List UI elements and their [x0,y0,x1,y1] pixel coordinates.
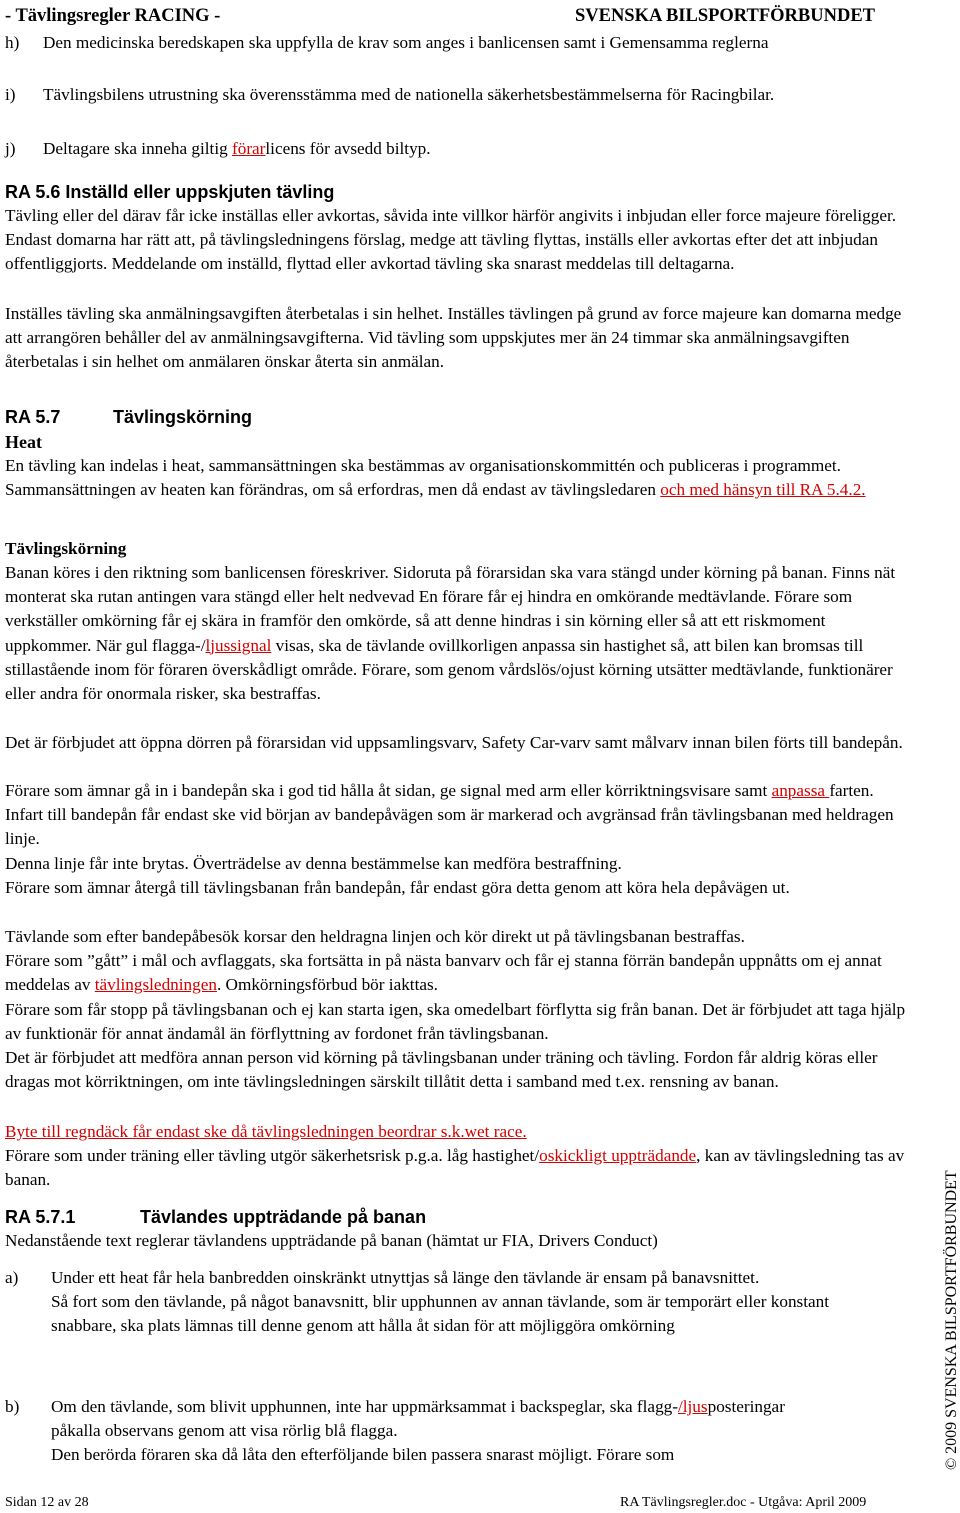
section-heading-ra571: RA 5.7.1 Tävlandes uppträdande på banan [5,1207,427,1227]
header-left: - Tävlingsregler RACING - [5,6,221,26]
revision-link[interactable]: förar [232,139,266,158]
copyright-sidebar: © 2009 SVENSKA BILSPORTFÖRBUNDET [943,1170,960,1470]
revision-link[interactable]: ljussignal [205,635,272,655]
tk-paragraph-5: Förare som ämnar återgå till tävlingsbanan från bandepån, får endast göra detta genom att köra hela depåvägen ut. [5,878,790,897]
tk-heading: Tävlingskörning [5,539,127,558]
tk-paragraph-7: Förare som ”gått” i mål och avflaggats, ska fortsätta in på nästa banvarv och får ej stanna förrän bandepån uppnåtts om ej annat meddelas av tävlingsledningen. Omkörningsförbud bör iakttas. [5,951,882,995]
tk-paragraph-8: Förare som får stopp på tävlingsbanan och ej kan starta igen, ska omedelbart förflytta sig från banan. Det är förbjudet att taga hjälp av funktionär för annat ändamål än förflyttning av fordonet från tävlingsbanan. [5,1000,906,1044]
section-heading-ra56: RA 5.6 Inställd eller uppskjuten tävling [5,182,335,202]
header-right: SVENSKA BILSPORTFÖRBUNDET [574,6,875,26]
footer-page-number: Sidan 12 av 28 [5,1495,89,1510]
tk-paragraph-2: Det är förbjudet att öppna dörren på förarsidan vid uppsamlingsvarv, Safety Car-varv samt målvarv innan bilen förts till bandepån. [5,733,903,752]
revision-link[interactable]: /ljus [677,1397,708,1416]
heat-heading: Heat [5,432,42,452]
ra571-intro: Nedanstående text reglerar tävlandens uppträdande på banan (hämtat ur FIA, Drivers Conduct) [5,1231,658,1250]
ra56-paragraph-2: Inställes tävling ska anmälningsavgiften återbetalas i sin helhet. Inställes tävlingen på grund av force majeure kan domarna medge att arrangören behåller del av anmälningsavgifterna. Vid tävling som uppskjutes mer än 24 timmar ska anmälningsavgiften återbetalas i sin helhet om anmälaren önskar återta sin anmälan. [5,304,902,372]
tk-paragraph-11: Förare som under träning eller tävling utgör säkerhetsrisk p.g.a. låg hastighet/oskickligt uppträdande, kan av tävlingsledning tas av banan. [5,1146,905,1190]
tk-paragraph-10[interactable]: Byte till regndäck får endast ske då tävlingsledningen beordrar s.k.wet race. [5,1122,527,1141]
tk-paragraph-3: Förare som ämnar gå in i bandepån ska i god tid hålla åt sidan, ge signal med arm eller körriktningsvisare samt anpassa farten. Infart till bandepån får endast ske vid början av bandepåvägen som är markerad och avgränsad från tävlingsbanan med heldragen linje. [5,781,894,849]
revision-link[interactable]: oskickligt uppträdande [539,1146,697,1165]
section-heading-ra57: RA 5.7 Tävlingskörning [5,407,253,427]
tk-paragraph-1: Banan köres i den riktning som banlicensen föreskriver. Sidoruta på förarsidan ska vara stängd under körning på banan. Finns nät monterat ska rutan antingen vara stängd eller helt nedvevad En förare får ej hindra en omkörande medtävlande. Förare som verkställer omkörning får ej skära in framför den omkörde, så att denne hindras i sin körning eller så att ett riskmoment uppkommer. När gul flagga-/ljussignal visas, ska de tävlande ovillkorligen anpassa sin hastighet så, att bilen kan bromsas till stillastående inom för föraren överskådligt område. Förare, som genom vårdslös/ojust körning utsätter medtävlande, funktionärer eller andra för onormala risker, ska bestraffas. [5,563,896,704]
tk-paragraph-4: Denna linje får inte brytas. Överträdelse av denna bestämmelse kan medföra bestraffning. [5,854,622,873]
tk-paragraph-6: Tävlande som efter bandepåbesök korsar den heldragna linjen och kör direkt ut på tävlingsbanan bestraffas. [5,927,745,946]
ra56-paragraph-1: Tävling eller del därav får icke inställas eller avkortas, såvida inte villkor härför angivits i inbjudan eller force majeure föreligger. Endast domarna har rätt att, på tävlingsledningens förslag, medge att tävling flyttas, inställs eller avkortas efter det att inbjudan offentliggjorts. Meddelande om inställd, flyttad eller avkortad tävling ska snarast meddelas till deltagarna. [5,206,897,274]
page-header [5,4,875,28]
heat-paragraph: En tävling kan indelas i heat, sammansättningen ska bestämmas av organisationskommittén och publiceras i programmet. Sammansättningen av heaten kan förändras, om så erfordras, men då endast av tävlingsledaren och med hänsyn till RA 5.4.2. [5,456,866,500]
revision-link[interactable]: anpassa [771,781,830,800]
footer-document-info: RA Tävlingsregler.doc - Utgåva: April 2009 [620,1495,867,1510]
revision-link[interactable]: tävlingsledningen [94,975,217,995]
tk-paragraph-9: Det är förbjudet att medföra annan person vid körning på tävlingsbanan under träning och tävling. Fordon får aldrig köras eller dragas mot körriktningen, om inte tävlingsledningen särskilt tillåtit detta i samband med t.ex. rensning av banan. [5,1048,878,1092]
reference-link[interactable]: och med hänsyn till RA 5.4.2. [660,480,866,500]
